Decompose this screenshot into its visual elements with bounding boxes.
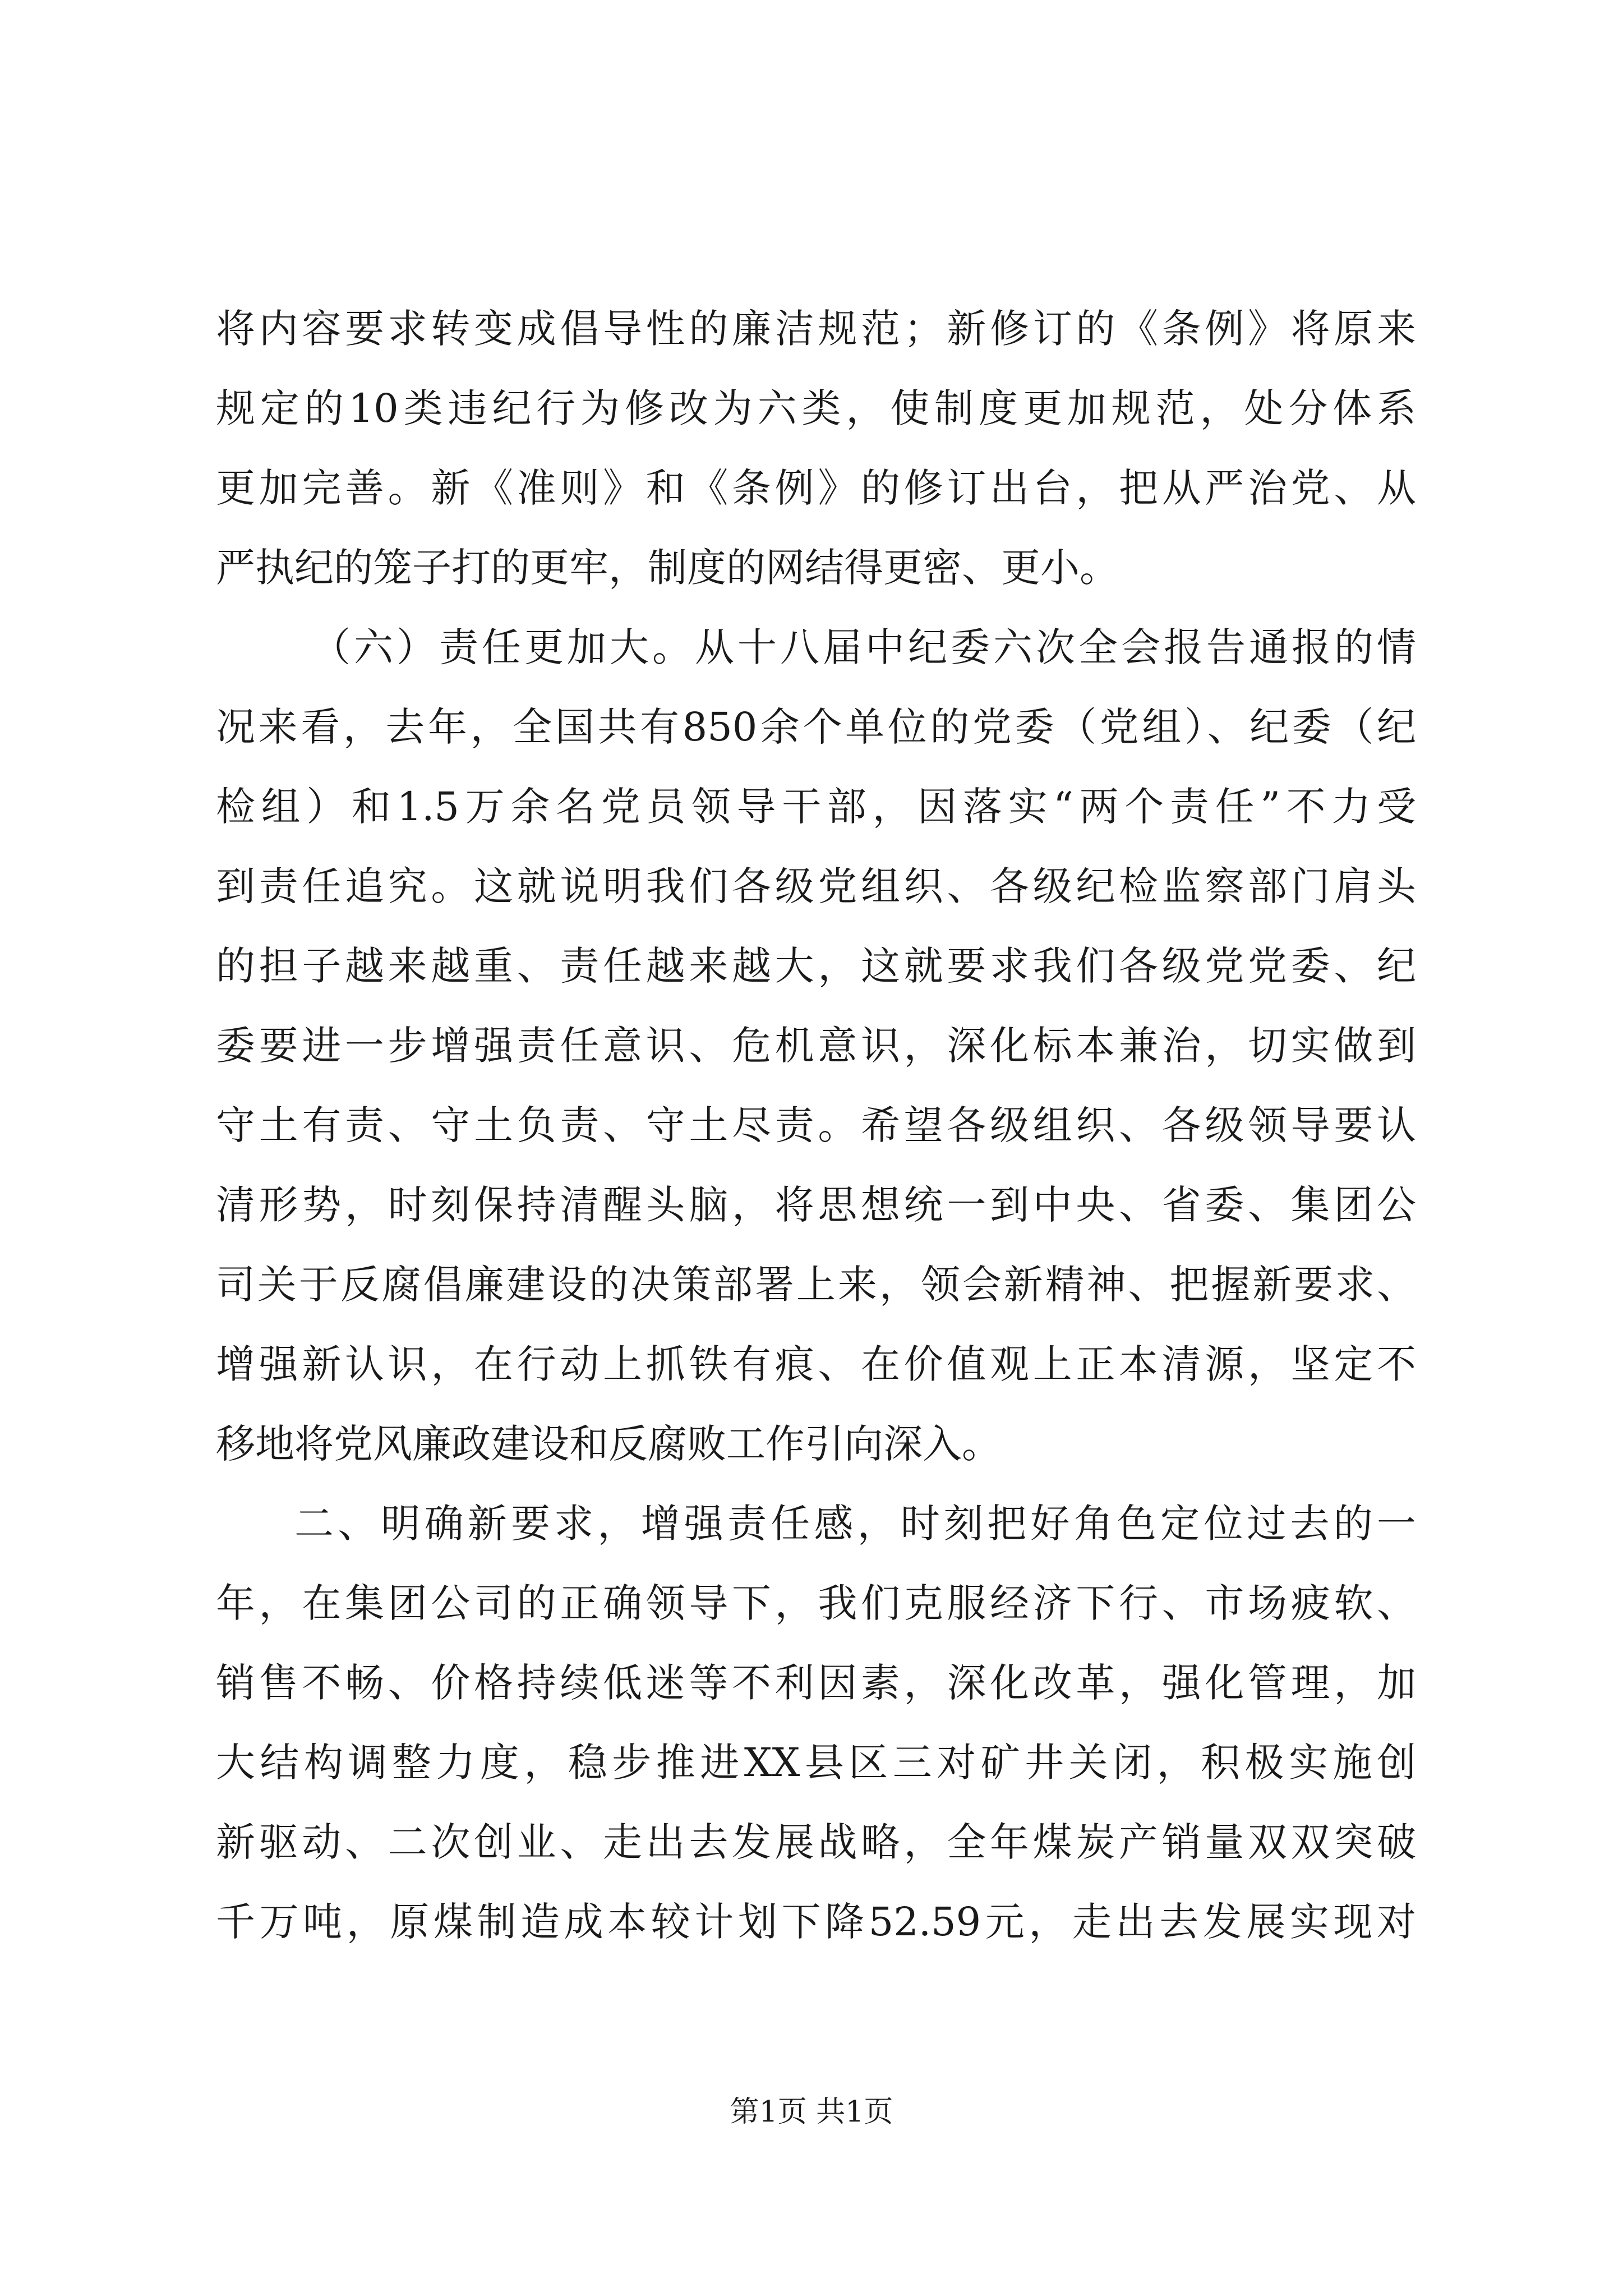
page-number-footer: 第1页 共1页 (730, 2095, 893, 2129)
text-line: 新驱动、二次创业、走出去发展战略，全年煤炭产销量双双突破 (216, 1819, 1416, 1865)
text-line: 年，在集团公司的正确领导下，我们克服经济下行、市场疲软、 (216, 1580, 1416, 1626)
text-line: （六）责任更加大。从十八届中纪委六次全会报告通报的情 (311, 624, 1416, 670)
text-line: 到责任追究。这就说明我们各级党组织、各级纪检监察部门肩头 (216, 863, 1416, 909)
text-line: 移地将党风廉政建设和反腐败工作引向深入。 (216, 1421, 1001, 1467)
text-line: 严执纪的笼子打的更牢，制度的网结得更密、更小。 (216, 545, 1119, 591)
text-line: 清形势，时刻保持清醒头脑，将思想统一到中央、省委、集团公 (216, 1182, 1416, 1228)
text-line: 销售不畅、价格持续低迷等不利因素，深化改革，强化管理，加 (216, 1660, 1416, 1706)
text-line: 规定的10类违纪行为修改为六类，使制度更加规范，处分体系 (216, 385, 1416, 431)
text-line: 千万吨，原煤制造成本较计划下降52.59元，走出去发展实现对 (216, 1899, 1416, 1945)
document-body (216, 289, 1416, 1962)
text-line: 大结构调整力度，稳步推进XX县区三对矿井关闭，积极实施创 (216, 1740, 1416, 1786)
text-line: 更加完善。新《准则》和《条例》的修订出台，把从严治党、从 (216, 465, 1416, 511)
text-line: 检组）和1.5万余名党员领导干部，因落实“两个责任”不力受 (216, 784, 1416, 830)
text-line: 增强新认识，在行动上抓铁有痕、在价值观上正本清源，坚定不 (216, 1341, 1416, 1387)
text-line: 二、明确新要求，增强责任感，时刻把好角色定位过去的一 (294, 1501, 1416, 1547)
text-line: 守土有责、守土负责、守土尽责。希望各级组织、各级领导要认 (216, 1102, 1416, 1148)
text-line: 将内容要求转变成倡导性的廉洁规范；新修订的《条例》将原来 (216, 306, 1416, 352)
text-line: 的担子越来越重、责任越来越大，这就要求我们各级党党委、纪 (216, 943, 1416, 989)
text-line: 委要进一步增强责任意识、危机意识，深化标本兼治，切实做到 (216, 1023, 1416, 1069)
text-line: 况来看，去年，全国共有850余个单位的党委（党组）、纪委（纪 (216, 704, 1416, 750)
text-line: 司关于反腐倡廉建设的决策部署上来，领会新精神、把握新要求、 (216, 1262, 1416, 1308)
